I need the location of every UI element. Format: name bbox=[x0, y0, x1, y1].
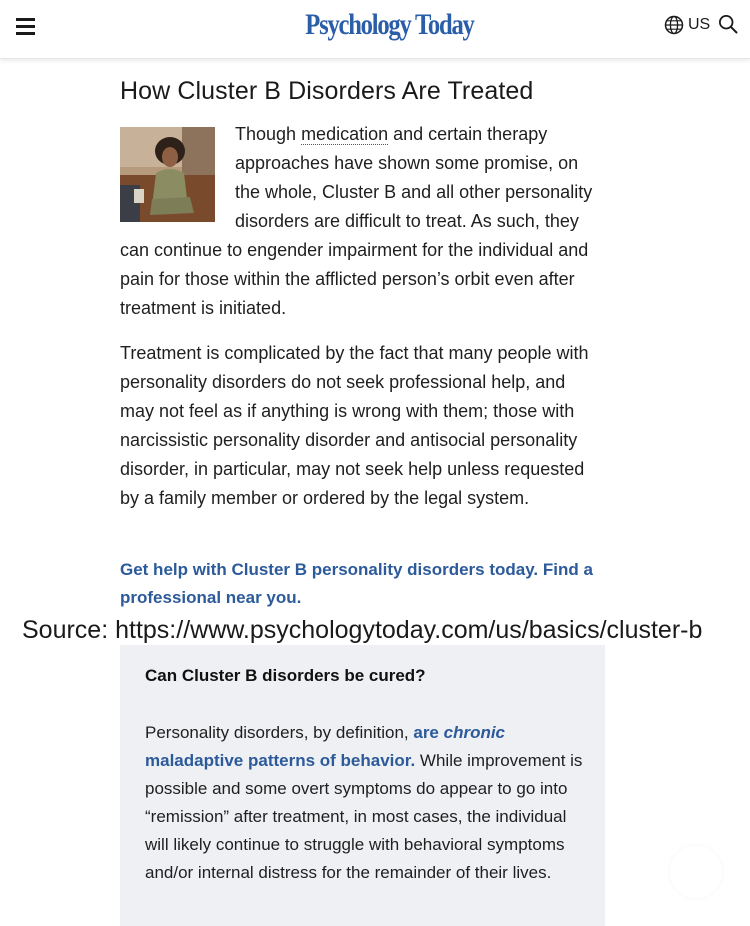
region-label: US bbox=[688, 16, 711, 33]
faq-link-post: maladaptive patterns of behavior. bbox=[145, 751, 416, 770]
globe-icon bbox=[664, 15, 684, 35]
top-navigation-bar bbox=[0, 0, 750, 59]
faq-question: Can Cluster B disorders be cured? bbox=[145, 666, 426, 685]
source-caption: Source: https://www.psychologytoday.com/us/basics/cluster-b bbox=[22, 616, 703, 644]
faq-link-pre: are bbox=[413, 723, 444, 742]
section-heading: How Cluster B Disorders Are Treated bbox=[120, 77, 534, 105]
article-paragraph-1 bbox=[120, 120, 602, 323]
therapy-photo-illustration bbox=[120, 127, 215, 222]
paragraph-1-body: and certain therapy approaches have shown some promise, on the whole, Cluster B and all other personality disorders are difficult to treat. As such, they can continue to engender impairment for the individual and pain for those within the afflicted person’s orbit even after treatment is initiated. bbox=[120, 124, 593, 318]
faq-link-emphasis: chronic bbox=[443, 723, 506, 742]
find-professional-link[interactable]: Get help with Cluster B personality disorders today. Find a professional near you. bbox=[120, 560, 593, 607]
paragraph-1-lead: Though bbox=[235, 124, 302, 144]
article-section bbox=[120, 72, 610, 607]
faq-box bbox=[120, 645, 605, 926]
faq-answer-body: While improvement is possible and some overt symptoms do appear to go into “remission” after treatment, in most cases, the individual will likely continue to struggle with behavioral symptoms and/or internal distress for the remainder of their lives. bbox=[145, 751, 583, 882]
article-paragraph-2: Treatment is complicated by the fact that many people with personality disorders do not seek professional help, and may not feel as if anything is wrong with them; those with narcissistic personality disorder and antisocial personality disorder, in particular, may not seek help unless requested by a family member or ordered by the legal system. bbox=[120, 343, 589, 508]
floating-action-button[interactable] bbox=[670, 846, 722, 898]
faq-answer bbox=[145, 719, 585, 887]
search-icon[interactable] bbox=[718, 14, 738, 34]
site-logo[interactable]: Psychology Today bbox=[305, 8, 474, 41]
article-thumbnail-image bbox=[120, 127, 215, 222]
hamburger-menu-icon[interactable] bbox=[16, 17, 35, 35]
faq-answer-lead: Personality disorders, by definition, bbox=[145, 723, 414, 742]
region-selector[interactable] bbox=[664, 14, 710, 36]
medication-link[interactable]: medication bbox=[301, 124, 389, 144]
